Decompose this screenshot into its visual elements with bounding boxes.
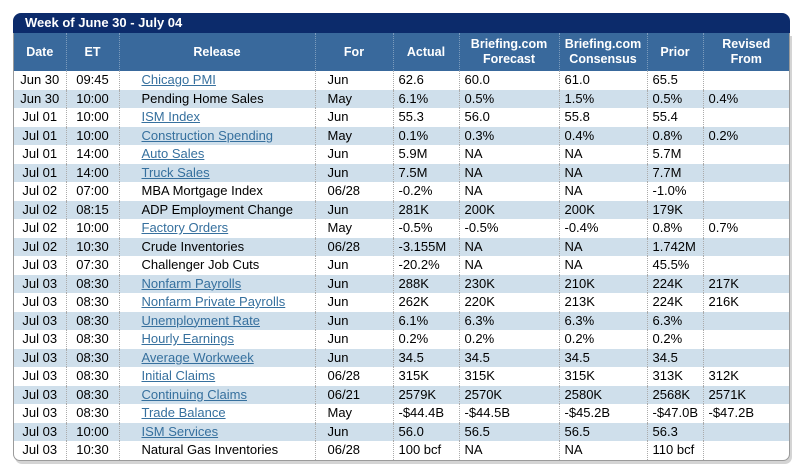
cell-consensus: 213K [559, 293, 647, 312]
cell-forecast: NA [459, 441, 559, 460]
cell-prior: 0.8% [647, 219, 703, 238]
table-row [14, 367, 789, 386]
cell-prior: 110 bcf [647, 441, 703, 460]
table-row [14, 441, 789, 460]
cell-release [119, 164, 315, 183]
cell-actual: 2579K [393, 386, 459, 405]
table-row [14, 330, 789, 349]
cell-release [119, 386, 315, 405]
release-link[interactable]: Average Workweek [141, 349, 254, 365]
cell-consensus: 0.2% [559, 330, 647, 349]
cell-date: Jun 30 [20, 72, 60, 87]
release-link[interactable]: Hourly Earnings [141, 331, 234, 346]
cell-forecast: 0.5% [459, 90, 559, 109]
cell-release [119, 423, 315, 442]
release-link[interactable]: Factory Orders [141, 220, 229, 235]
cell-revised: 217K [703, 275, 789, 294]
cell-release [119, 71, 315, 90]
cell-revised: 216K [703, 293, 789, 312]
cell-revised [703, 330, 789, 349]
col-header-et: ET [66, 33, 119, 71]
cell-release [119, 293, 315, 312]
table-row [14, 293, 789, 312]
cell-release: Challenger Job Cuts [119, 256, 315, 275]
cell-actual: 62.6 [393, 71, 459, 90]
cell-prior: 313K [647, 367, 703, 386]
cell-date: Jul 03 [22, 294, 58, 309]
cell-et: 08:30 [66, 349, 119, 368]
cell-forecast: -$44.5B [459, 404, 559, 423]
cell-consensus: 200K [559, 201, 647, 220]
cell-et: 14:00 [66, 145, 119, 164]
cell-prior: 6.3% [647, 312, 703, 331]
cell-release [119, 367, 315, 386]
cell-period: Jun [315, 145, 393, 164]
table-row [14, 182, 789, 201]
cell-consensus: 6.3% [559, 312, 647, 331]
cell-period: Jun [315, 330, 393, 349]
calendar-table [14, 33, 789, 460]
cell-date: Jul 01 [22, 109, 58, 124]
cell-revised [703, 312, 789, 331]
cell-prior: -1.0% [647, 182, 703, 201]
cell-actual: 7.5M [393, 164, 459, 183]
cell-et: 10:00 [66, 108, 119, 127]
cell-period: May [315, 90, 393, 109]
cell-revised: 0.2% [703, 127, 789, 146]
cell-revised [703, 71, 789, 90]
col-header-revised: Revised From [703, 33, 789, 71]
cell-date: Jul 01 [22, 164, 58, 180]
cell-actual: 0.2% [393, 330, 459, 349]
cell-prior: 56.3 [647, 423, 703, 442]
cell-revised [703, 256, 789, 275]
release-link[interactable]: Trade Balance [141, 405, 226, 420]
table-row [14, 90, 789, 109]
cell-date: Jul 02 [22, 238, 58, 254]
cell-date: Jul 02 [22, 220, 58, 235]
cell-actual: 281K [393, 201, 459, 220]
cell-et: 10:00 [66, 90, 119, 109]
cell-forecast: 200K [459, 201, 559, 220]
table-row [14, 404, 789, 423]
cell-period: Jun [315, 423, 393, 442]
cell-date: Jul 03 [22, 386, 58, 402]
cell-period: May [315, 404, 393, 423]
cell-date: Jul 01 [22, 127, 58, 143]
cell-forecast: 56.5 [459, 423, 559, 442]
cell-et: 08:30 [66, 404, 119, 423]
cell-period: Jun [315, 201, 393, 220]
table-row [14, 145, 789, 164]
cell-et: 09:45 [66, 71, 119, 90]
cell-prior: 34.5 [647, 349, 703, 368]
cell-prior: 5.7M [647, 145, 703, 164]
cell-date: Jun 30 [20, 90, 60, 106]
table-row [14, 164, 789, 183]
cell-prior: 2568K [647, 386, 703, 405]
table-row [14, 108, 789, 127]
cell-period: Jun [315, 164, 393, 183]
cell-period: Jun [315, 312, 393, 331]
cell-actual: 0.1% [393, 127, 459, 146]
release-link[interactable]: Truck Sales [141, 164, 210, 180]
cell-consensus: 210K [559, 275, 647, 294]
cell-forecast: 56.0 [459, 108, 559, 127]
cell-consensus: 56.5 [559, 423, 647, 442]
cell-period: Jun [315, 275, 393, 294]
cell-prior: 0.2% [647, 330, 703, 349]
release-link[interactable]: Auto Sales [141, 146, 205, 161]
cell-prior: 179K [647, 201, 703, 220]
cell-prior: 224K [647, 293, 703, 312]
cell-actual: 262K [393, 293, 459, 312]
cell-revised [703, 349, 789, 368]
cell-prior: -$47.0B [647, 404, 703, 423]
cell-prior: 0.5% [647, 90, 703, 109]
cell-period: May [315, 219, 393, 238]
cell-release: MBA Mortgage Index [119, 182, 315, 201]
cell-revised: 0.4% [703, 90, 789, 109]
cell-revised [703, 238, 789, 257]
cell-period: Jun [315, 108, 393, 127]
table-row [14, 275, 789, 294]
cell-revised [703, 441, 789, 460]
cell-forecast: NA [459, 145, 559, 164]
table-row [14, 127, 789, 146]
table-row [14, 423, 789, 442]
cell-consensus: NA [559, 145, 647, 164]
table-row [14, 256, 789, 275]
cell-consensus: 34.5 [559, 349, 647, 368]
col-header-date: Date [14, 33, 66, 71]
cell-actual: 55.3 [393, 108, 459, 127]
table-row [14, 386, 789, 405]
cell-forecast: 230K [459, 275, 559, 294]
table-row [14, 201, 789, 220]
release-link[interactable]: Nonfarm Private Payrolls [141, 294, 286, 309]
cell-revised: 0.7% [703, 219, 789, 238]
cell-prior: 1.742M [647, 238, 703, 257]
cell-period: 06/28 [315, 367, 393, 386]
cell-release [119, 219, 315, 238]
cell-et: 10:00 [66, 127, 119, 146]
cell-actual: -3.155M [393, 238, 459, 257]
cell-date: Jul 02 [22, 183, 58, 198]
cell-date: Jul 03 [22, 423, 58, 439]
col-header-consensus: Briefing.com Consensus [559, 33, 647, 71]
cell-forecast: 34.5 [459, 349, 559, 368]
cell-release: Natural Gas Inventories [119, 441, 315, 460]
cell-actual: -20.2% [393, 256, 459, 275]
cell-revised: 312K [703, 367, 789, 386]
cell-consensus: NA [559, 182, 647, 201]
cell-forecast: 0.2% [459, 330, 559, 349]
cell-date: Jul 03 [22, 312, 58, 328]
cell-release [119, 145, 315, 164]
calendar-table-container [13, 33, 790, 461]
cell-period: Jun [315, 349, 393, 368]
cell-release [119, 108, 315, 127]
calendar-week-title: Week of June 30 - July 04 [13, 13, 790, 33]
cell-release [119, 275, 315, 294]
cell-et: 08:30 [66, 293, 119, 312]
cell-forecast: 60.0 [459, 71, 559, 90]
cell-actual: 6.1% [393, 90, 459, 109]
cell-consensus: NA [559, 256, 647, 275]
cell-date: Jul 03 [22, 349, 58, 365]
cell-period: May [315, 127, 393, 146]
cell-revised: 2571K [703, 386, 789, 405]
calendar-table-body [14, 71, 789, 460]
release-link[interactable]: Construction Spending [141, 127, 274, 143]
table-row [14, 312, 789, 331]
cell-consensus: 61.0 [559, 71, 647, 90]
cell-forecast: 315K [459, 367, 559, 386]
cell-actual: 56.0 [393, 423, 459, 442]
col-header-for: For [315, 33, 393, 71]
cell-et: 10:00 [66, 219, 119, 238]
cell-et: 10:00 [66, 423, 119, 442]
cell-consensus: -0.4% [559, 219, 647, 238]
col-header-forecast: Briefing.com Forecast [459, 33, 559, 71]
table-row [14, 349, 789, 368]
cell-date: Jul 03 [22, 275, 58, 291]
cell-et: 08:30 [66, 312, 119, 331]
release-link[interactable]: Initial Claims [141, 368, 216, 383]
col-header-release: Release [119, 33, 315, 71]
table-row [14, 238, 789, 257]
cell-et: 14:00 [66, 164, 119, 183]
cell-et: 08:15 [66, 201, 119, 220]
cell-consensus: -$45.2B [559, 404, 647, 423]
cell-forecast: NA [459, 182, 559, 201]
cell-consensus: NA [559, 238, 647, 257]
cell-prior: 7.7M [647, 164, 703, 183]
cell-release [119, 312, 315, 331]
cell-actual: 315K [393, 367, 459, 386]
cell-et: 08:30 [66, 330, 119, 349]
cell-consensus: NA [559, 164, 647, 183]
cell-revised [703, 423, 789, 442]
cell-forecast: NA [459, 164, 559, 183]
cell-period: Jun [315, 71, 393, 90]
cell-period: Jun [315, 256, 393, 275]
release-link[interactable]: Chicago PMI [141, 72, 216, 87]
cell-actual: 100 bcf [393, 441, 459, 460]
cell-prior: 65.5 [647, 71, 703, 90]
release-link[interactable]: Continuing Claims [141, 386, 247, 402]
table-row [14, 71, 789, 90]
cell-period: Jun [315, 293, 393, 312]
cell-consensus: 55.8 [559, 108, 647, 127]
cell-consensus: 2580K [559, 386, 647, 405]
cell-actual: -0.5% [393, 219, 459, 238]
cell-consensus: 315K [559, 367, 647, 386]
cell-release [119, 127, 315, 146]
cell-date: Jul 03 [22, 405, 58, 420]
cell-actual: 6.1% [393, 312, 459, 331]
cell-release [119, 349, 315, 368]
cell-revised: -$47.2B [703, 404, 789, 423]
header-row [14, 33, 789, 71]
release-link[interactable]: ISM Index [141, 109, 201, 124]
cell-et: 10:30 [66, 238, 119, 257]
economic-calendar-widget [13, 13, 790, 461]
cell-et: 07:30 [66, 256, 119, 275]
cell-et: 07:00 [66, 182, 119, 201]
cell-date: Jul 03 [22, 331, 58, 346]
cell-et: 08:30 [66, 367, 119, 386]
release-link[interactable]: Nonfarm Payrolls [141, 275, 242, 291]
cell-et: 08:30 [66, 386, 119, 405]
cell-prior: 0.8% [647, 127, 703, 146]
col-header-actual: Actual [393, 33, 459, 71]
cell-actual: -0.2% [393, 182, 459, 201]
cell-revised [703, 108, 789, 127]
cell-release: ADP Employment Change [119, 201, 315, 220]
cell-date: Jul 03 [22, 442, 58, 457]
cell-revised [703, 182, 789, 201]
cell-release [119, 330, 315, 349]
cell-prior: 224K [647, 275, 703, 294]
cell-date: Jul 03 [22, 368, 58, 383]
cell-period: 06/21 [315, 386, 393, 405]
cell-date: Jul 01 [22, 146, 58, 161]
cell-date: Jul 03 [22, 257, 58, 272]
cell-consensus: NA [559, 441, 647, 460]
cell-actual: -$44.4B [393, 404, 459, 423]
cell-forecast: 0.3% [459, 127, 559, 146]
col-header-prior: Prior [647, 33, 703, 71]
cell-forecast: 6.3% [459, 312, 559, 331]
cell-forecast: NA [459, 256, 559, 275]
cell-release: Crude Inventories [119, 238, 315, 257]
cell-release: Pending Home Sales [119, 90, 315, 109]
cell-revised [703, 145, 789, 164]
cell-et: 08:30 [66, 275, 119, 294]
cell-forecast: 2570K [459, 386, 559, 405]
cell-actual: 288K [393, 275, 459, 294]
cell-forecast: -0.5% [459, 219, 559, 238]
cell-revised [703, 201, 789, 220]
release-link[interactable]: ISM Services [141, 423, 219, 439]
cell-consensus: 1.5% [559, 90, 647, 109]
table-row [14, 219, 789, 238]
cell-release [119, 404, 315, 423]
cell-actual: 34.5 [393, 349, 459, 368]
cell-actual: 5.9M [393, 145, 459, 164]
cell-forecast: NA [459, 238, 559, 257]
cell-period: 06/28 [315, 182, 393, 201]
cell-date: Jul 02 [22, 201, 58, 217]
cell-prior: 45.5% [647, 256, 703, 275]
cell-prior: 55.4 [647, 108, 703, 127]
cell-forecast: 220K [459, 293, 559, 312]
cell-et: 10:30 [66, 441, 119, 460]
cell-period: 06/28 [315, 238, 393, 257]
release-link[interactable]: Unemployment Rate [141, 312, 260, 328]
cell-revised [703, 164, 789, 183]
cell-consensus: 0.4% [559, 127, 647, 146]
cell-period: 06/28 [315, 441, 393, 460]
